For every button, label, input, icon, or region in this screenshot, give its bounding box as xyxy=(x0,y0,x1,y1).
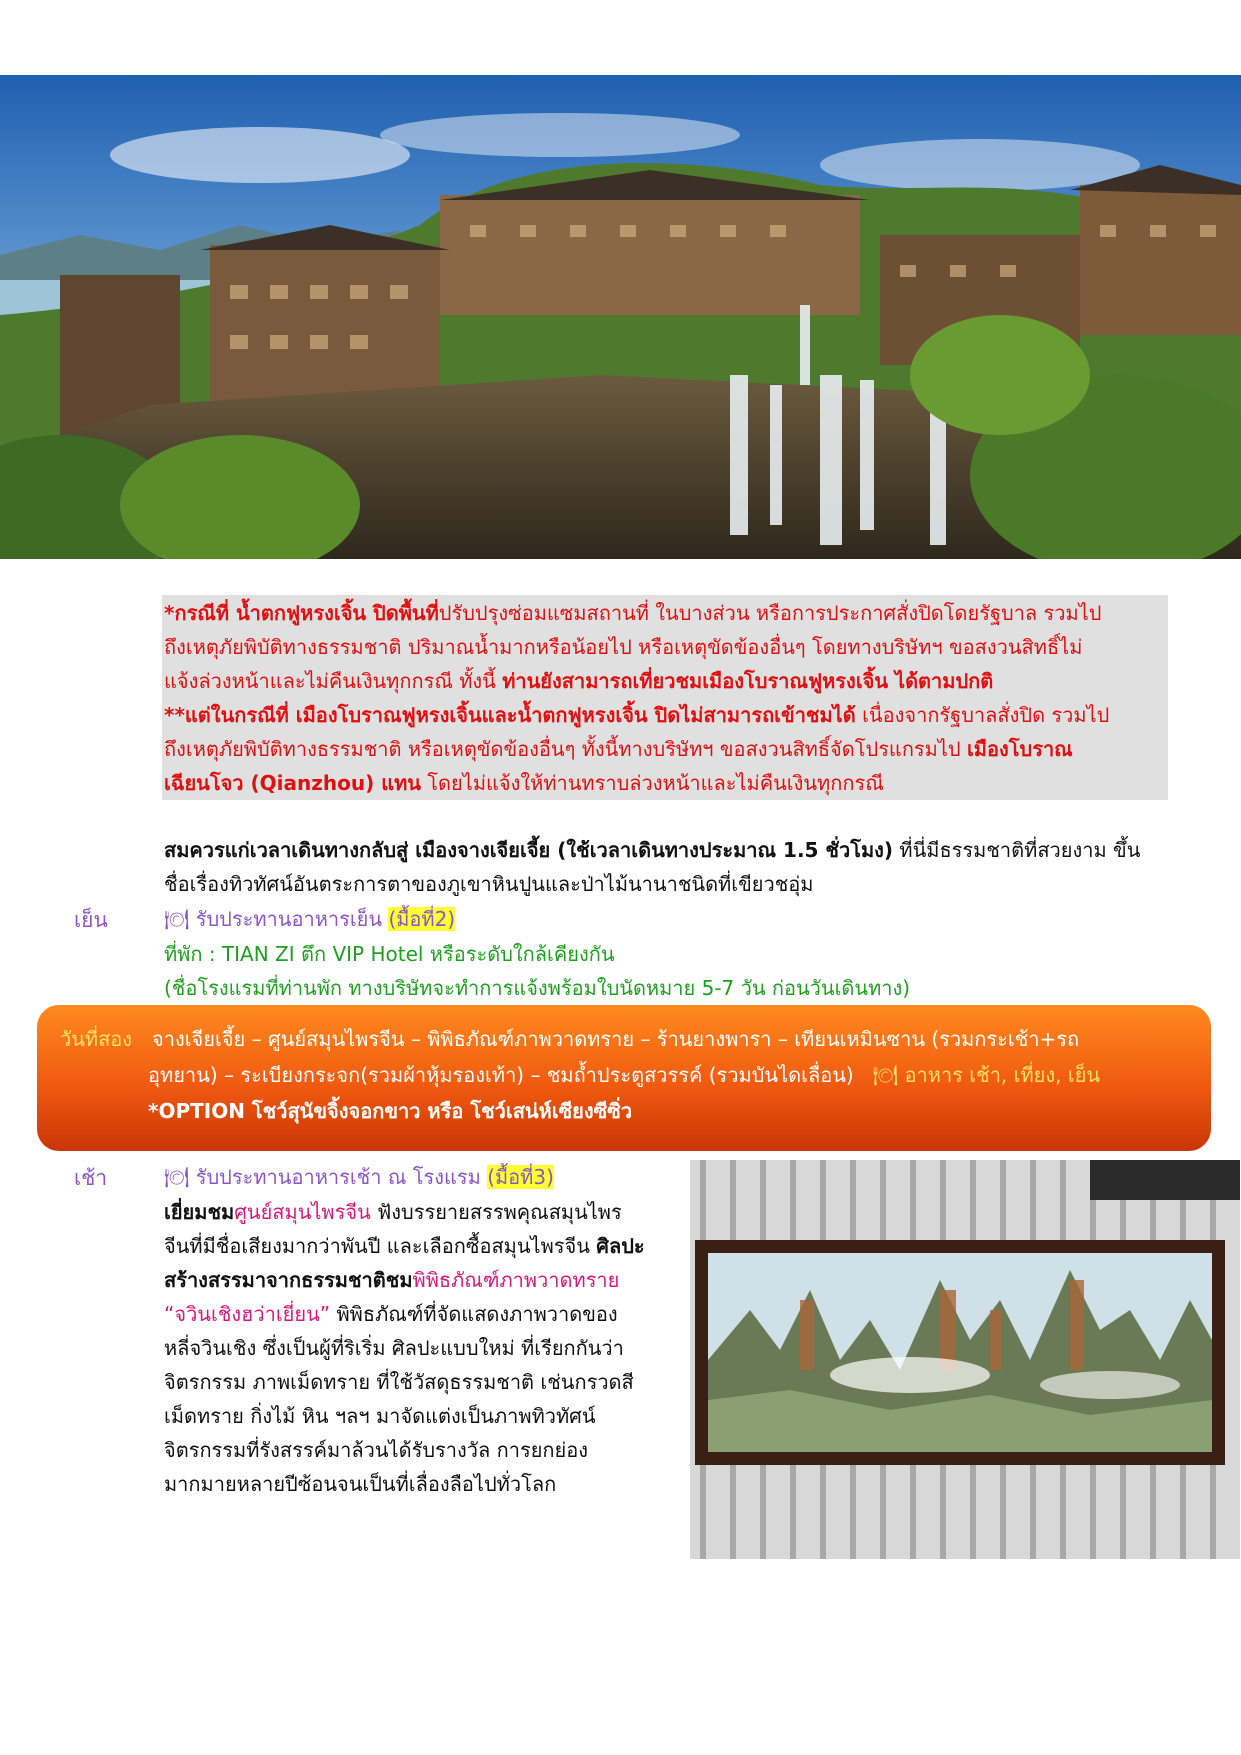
hero-photo-furong-town xyxy=(0,75,1241,559)
herb-line-3: สร้างสรรมาจากธรรมชาติชมพิพิธภัณฑ์ภาพวาดทราย xyxy=(164,1268,620,1292)
meal-badge: (มื้อที่2) xyxy=(388,907,456,931)
herb-line-1: เยี่ยมชมศูนย์สมุนไพรจีน ฟังบรรยายสรรพคุณสมุนไพร xyxy=(164,1200,622,1224)
herb-line-6: จิตรกรรม ภาพเม็ดทราย ที่ใช้วัสดุธรรมชาติ เช่นกรวดสี xyxy=(164,1370,634,1394)
notice-line-3: แจ้งล่วงหน้าและไม่คืนเงินทุกกรณี ทั้งนี้ ท่านยังสามารถเที่ยวชมเมืองโบราณฟูหรงเจิ้น ได้ตามปกติ xyxy=(164,669,994,693)
meal-badge: (มื้อที่3) xyxy=(487,1165,554,1189)
notice-line-2: ถึงเหตุภัยพิบัติทางธรรมชาติ ปริมาณน้ำมากหรือน้อยไป หรือเหตุขัดข้องอื่นๆ โดยทางบริษัทฯ ขอสงวนสิทธิ์ไม่ xyxy=(164,635,1083,659)
travel-line-1: สมควรแก่เวลาเดินทางกลับสู่ เมืองจางเจียเจี้ย (ใช้เวลาเดินทางประมาณ 1.5 ชั่วโมง) ที่นี่มีธรรมชาติที่สวยงาม ขึ้น xyxy=(164,838,1141,862)
hotel-line: ที่พัก : TIAN ZI ตึก VIP Hotel หรือระดับใกล้เคียงกัน xyxy=(164,942,615,966)
meal-icon: 🍽 xyxy=(872,1063,899,1087)
notice-line-6: เฉียนโจว (Qianzhou) แทน โดยไม่แจ้งให้ท่านทราบล่วงหน้าและไม่คืนเงินทุกกรณี xyxy=(164,771,884,795)
herb-line-5: หลี่จวินเชิง ซึ่งเป็นผู้ที่ริเริ่ม ศิลปะแบบใหม่ ที่เรียกกันว่า xyxy=(164,1336,624,1360)
herb-line-2: จีนที่มีชื่อเสียงมากว่าพันปี และเลือกซื้อสมุนไพรจีน ศิลปะ xyxy=(164,1234,645,1258)
meal-icon: 🍽 xyxy=(164,1165,190,1189)
breakfast-line: 🍽 รับประทานอาหารเช้า ณ โรงแรม (มื้อที่3) xyxy=(164,1165,554,1189)
day2-label: วันที่สอง xyxy=(60,1027,133,1051)
hotel-note: (ชื่อโรงแรมที่ท่านพัก ทางบริษัทจะทำการแจ้งพร้อมใบนัดหมาย 5-7 วัน ก่อนวันเดินทาง) xyxy=(164,976,911,1000)
meal-icon: 🍽 xyxy=(164,907,190,931)
dinner-label: เย็น xyxy=(74,908,108,932)
dinner-line: 🍽 รับประทานอาหารเย็น (มื้อที่2) xyxy=(164,907,456,931)
day2-route-line-2: อุทยาน) – ระเบียงกระจก(รวมผ้าหุ้มรองเท้า) – ชมถ้ำประตูสวรรค์ (รวมบันไดเลื่อน) 🍽 อาหาร เช้า, เที่ยง, เย็น xyxy=(148,1063,1101,1087)
day2-route-line-1: จางเจียเจี้ย – ศูนย์สมุนไพรจีน – พิพิธภัณฑ์ภาพวาดทราย – ร้านยางพารา – เทียนเหมินซาน (รวมกระเช้า+รถ xyxy=(152,1027,1080,1051)
breakfast-label: เช้า xyxy=(74,1166,108,1190)
day2-meals: อาหาร เช้า, เที่ยง, เย็น xyxy=(898,1063,1101,1087)
herb-line-9: มากมายหลายปีซ้อนจนเป็นที่เลื่องลือไปทั่วโลก xyxy=(164,1472,557,1496)
day2-option: *OPTION โชว์สุนัขจิ้งจอกขาว หรือ โชว์เสน่ห์เซียงซีซิ่ว xyxy=(148,1099,633,1123)
herb-line-8: จิตรกรรมที่รังสรรค์มาล้วนได้รับรางวัล การยกย่อง xyxy=(164,1438,589,1462)
notice-line-1: *กรณีที่ น้ำตกฟูหรงเจิ้น ปิดพื้นที่ปรับปรุงซ่อมแซมสถานที่ ในบางส่วน หรือการประกาศสั่งปิดโดยรัฐบาล รวมไป xyxy=(164,601,1102,625)
notice-line-5: ถึงเหตุภัยพิบัติทางธรรมชาติ หรือเหตุขัดข้องอื่นๆ ทั้งนี้ทางบริษัทฯ ขอสงวนสิทธิ์จัดโปรแกรมไป เมืองโบราณ xyxy=(164,737,1073,761)
herb-line-4: “จวินเชิงฮว่าเยี่ยน” พิพิธภัณฑ์ที่จัดแสดงภาพวาดของ xyxy=(164,1302,618,1326)
travel-line-2: ชื่อเรื่องทิวทัศน์อันตระการตาของภูเขาหินปูนและป่าไม้นานาชนิดที่เขียวชอุ่ม xyxy=(164,872,814,896)
sand-painting-photo xyxy=(690,1160,1240,1559)
notice-line-4: **แต่ในกรณีที่ เมืองโบราณฟูหรงเจิ้นและน้ำตกฟูหรงเจิ้น ปิดไม่สามารถเข้าชมได้ เนื่องจากรัฐบาลสั่งปิด รวมไป xyxy=(164,703,1110,727)
herb-line-7: เม็ดทราย กิ่งไม้ หิน ฯลฯ มาจัดแต่งเป็นภาพทิวทัศน์ xyxy=(164,1404,596,1428)
